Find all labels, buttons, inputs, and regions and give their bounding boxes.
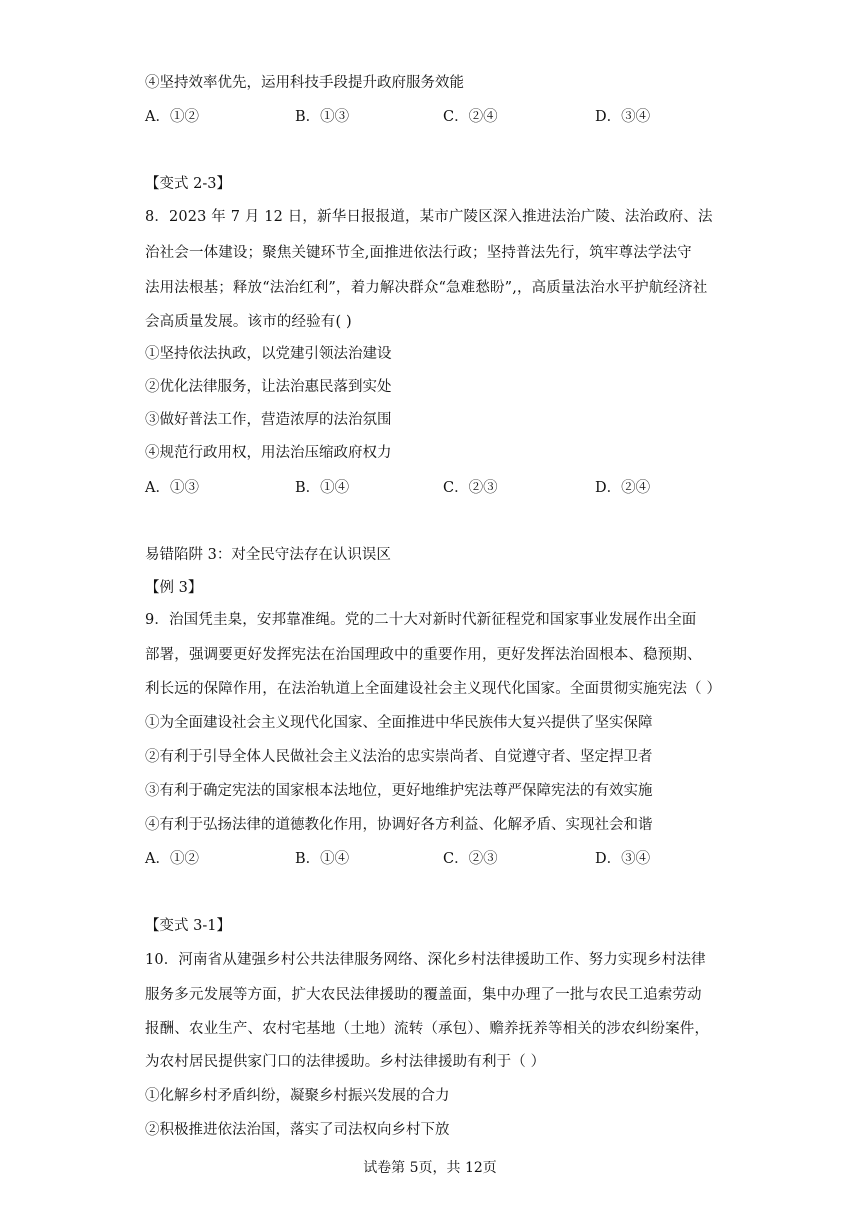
q7-option-b: B．①③ (295, 109, 350, 125)
variant-2-3-label: 【变式 2-3】 (145, 176, 231, 192)
q7-option-c: C．②④ (443, 109, 498, 125)
example-3-label: 【例 3】 (145, 580, 203, 596)
q8-stem-line-3: 法用法根基；释放“法治红利”，着力解决群众“急难愁盼”,，高质量法治水平护航经济社 (145, 280, 708, 296)
q8-option-a: A．①③ (145, 480, 199, 496)
q9-stem-line-1: 9．治国凭圭臬，安邦靠准绳。党的二十大对新时代新征程党和国家事业发展作出全面 (145, 612, 697, 628)
q8-option-b: B．①④ (295, 480, 350, 496)
q9-stem-line-3: 利长远的保障作用，在法治轨道上全面建设社会主义现代化国家。全面贯彻实施宪法（ ） (145, 681, 722, 697)
q9-item-3: ③有利于确定宪法的国家根本法地位，更好地维护宪法尊严保障宪法的有效实施 (145, 783, 653, 799)
q7-item-4: ④坚持效率优先，运用科技手段提升政府服务效能 (145, 75, 464, 91)
q10-stem-line-1: 10．河南省从建强乡村公共法律服务网络、深化乡村法律援助工作、努力实现乡村法律 (145, 952, 706, 968)
q10-stem-line-3: 报酬、农业生产、农村宅基地（土地）流转（承包）、赡养抚养等相关的涉农纠纷案件， (145, 1021, 710, 1037)
variant-3-1-label: 【变式 3-1】 (145, 918, 231, 934)
q9-option-a: A．①② (145, 851, 199, 867)
q8-stem-line-2: 治社会一体建设；聚焦关键环节全,面推进依法行政；坚持普法先行，筑牢尊法学法守 (145, 245, 692, 261)
q9-item-2: ②有利于引导全体人民做社会主义法治的忠实崇尚者、自觉遵守者、坚定捍卫者 (145, 749, 653, 765)
q8-item-3: ③做好普法工作，营造浓厚的法治氛围 (145, 412, 392, 428)
page-footer: 试卷第 5页，共 12页 (363, 1160, 497, 1176)
q9-option-b: B．①④ (295, 851, 350, 867)
q8-item-2: ②优化法律服务，让法治惠民落到实处 (145, 379, 392, 395)
q8-option-c: C．②③ (443, 480, 498, 496)
q9-options (145, 849, 745, 869)
q10-stem-line-4: 为农村居民提供家门口的法律援助。乡村法律援助有利于（ ） (145, 1054, 546, 1070)
q10-stem-line-2: 服务多元发展等方面，扩大农民法律援助的覆盖面，集中办理了一批与农民工追索劳动 (145, 987, 702, 1003)
q7-options (145, 107, 745, 127)
q9-option-c: C．②③ (443, 851, 498, 867)
q7-option-a: A．①② (145, 109, 199, 125)
q9-option-d: D．③④ (595, 851, 651, 867)
q9-item-4: ④有利于弘扬法律的道德教化作用，协调好各方利益、化解矛盾、实现社会和谐 (145, 817, 653, 833)
q7-option-d: D．③④ (595, 109, 651, 125)
q10-item-2: ②积极推进依法治国，落实了司法权向乡村下放 (145, 1122, 450, 1138)
q9-item-1: ①为全面建设社会主义现代化国家、全面推进中华民族伟大复兴提供了坚实保障 (145, 715, 653, 731)
q8-item-1: ①坚持依法执政，以党建引领法治建设 (145, 346, 392, 362)
q9-stem-line-2: 部署，强调要更好发挥宪法在治国理政中的重要作用，更好发挥法治固根本、稳预期、 (145, 647, 702, 663)
q8-stem-line-1: 8．2023 年 7 月 12 日，新华日报报道，某市广陵区深入推进法治广陵、法治政府、法 (145, 209, 713, 225)
q8-stem-line-4: 会高质量发展。该市的经验有( ) (145, 314, 352, 330)
q8-item-4: ④规范行政用权，用法治压缩政府权力 (145, 445, 392, 461)
q10-item-1: ①化解乡村矛盾纠纷，凝聚乡村振兴发展的合力 (145, 1088, 450, 1104)
q8-options (145, 478, 745, 498)
trap-3-title: 易错陷阱 3：对全民守法存在认识误区 (145, 547, 391, 563)
q8-option-d: D．②④ (595, 480, 651, 496)
